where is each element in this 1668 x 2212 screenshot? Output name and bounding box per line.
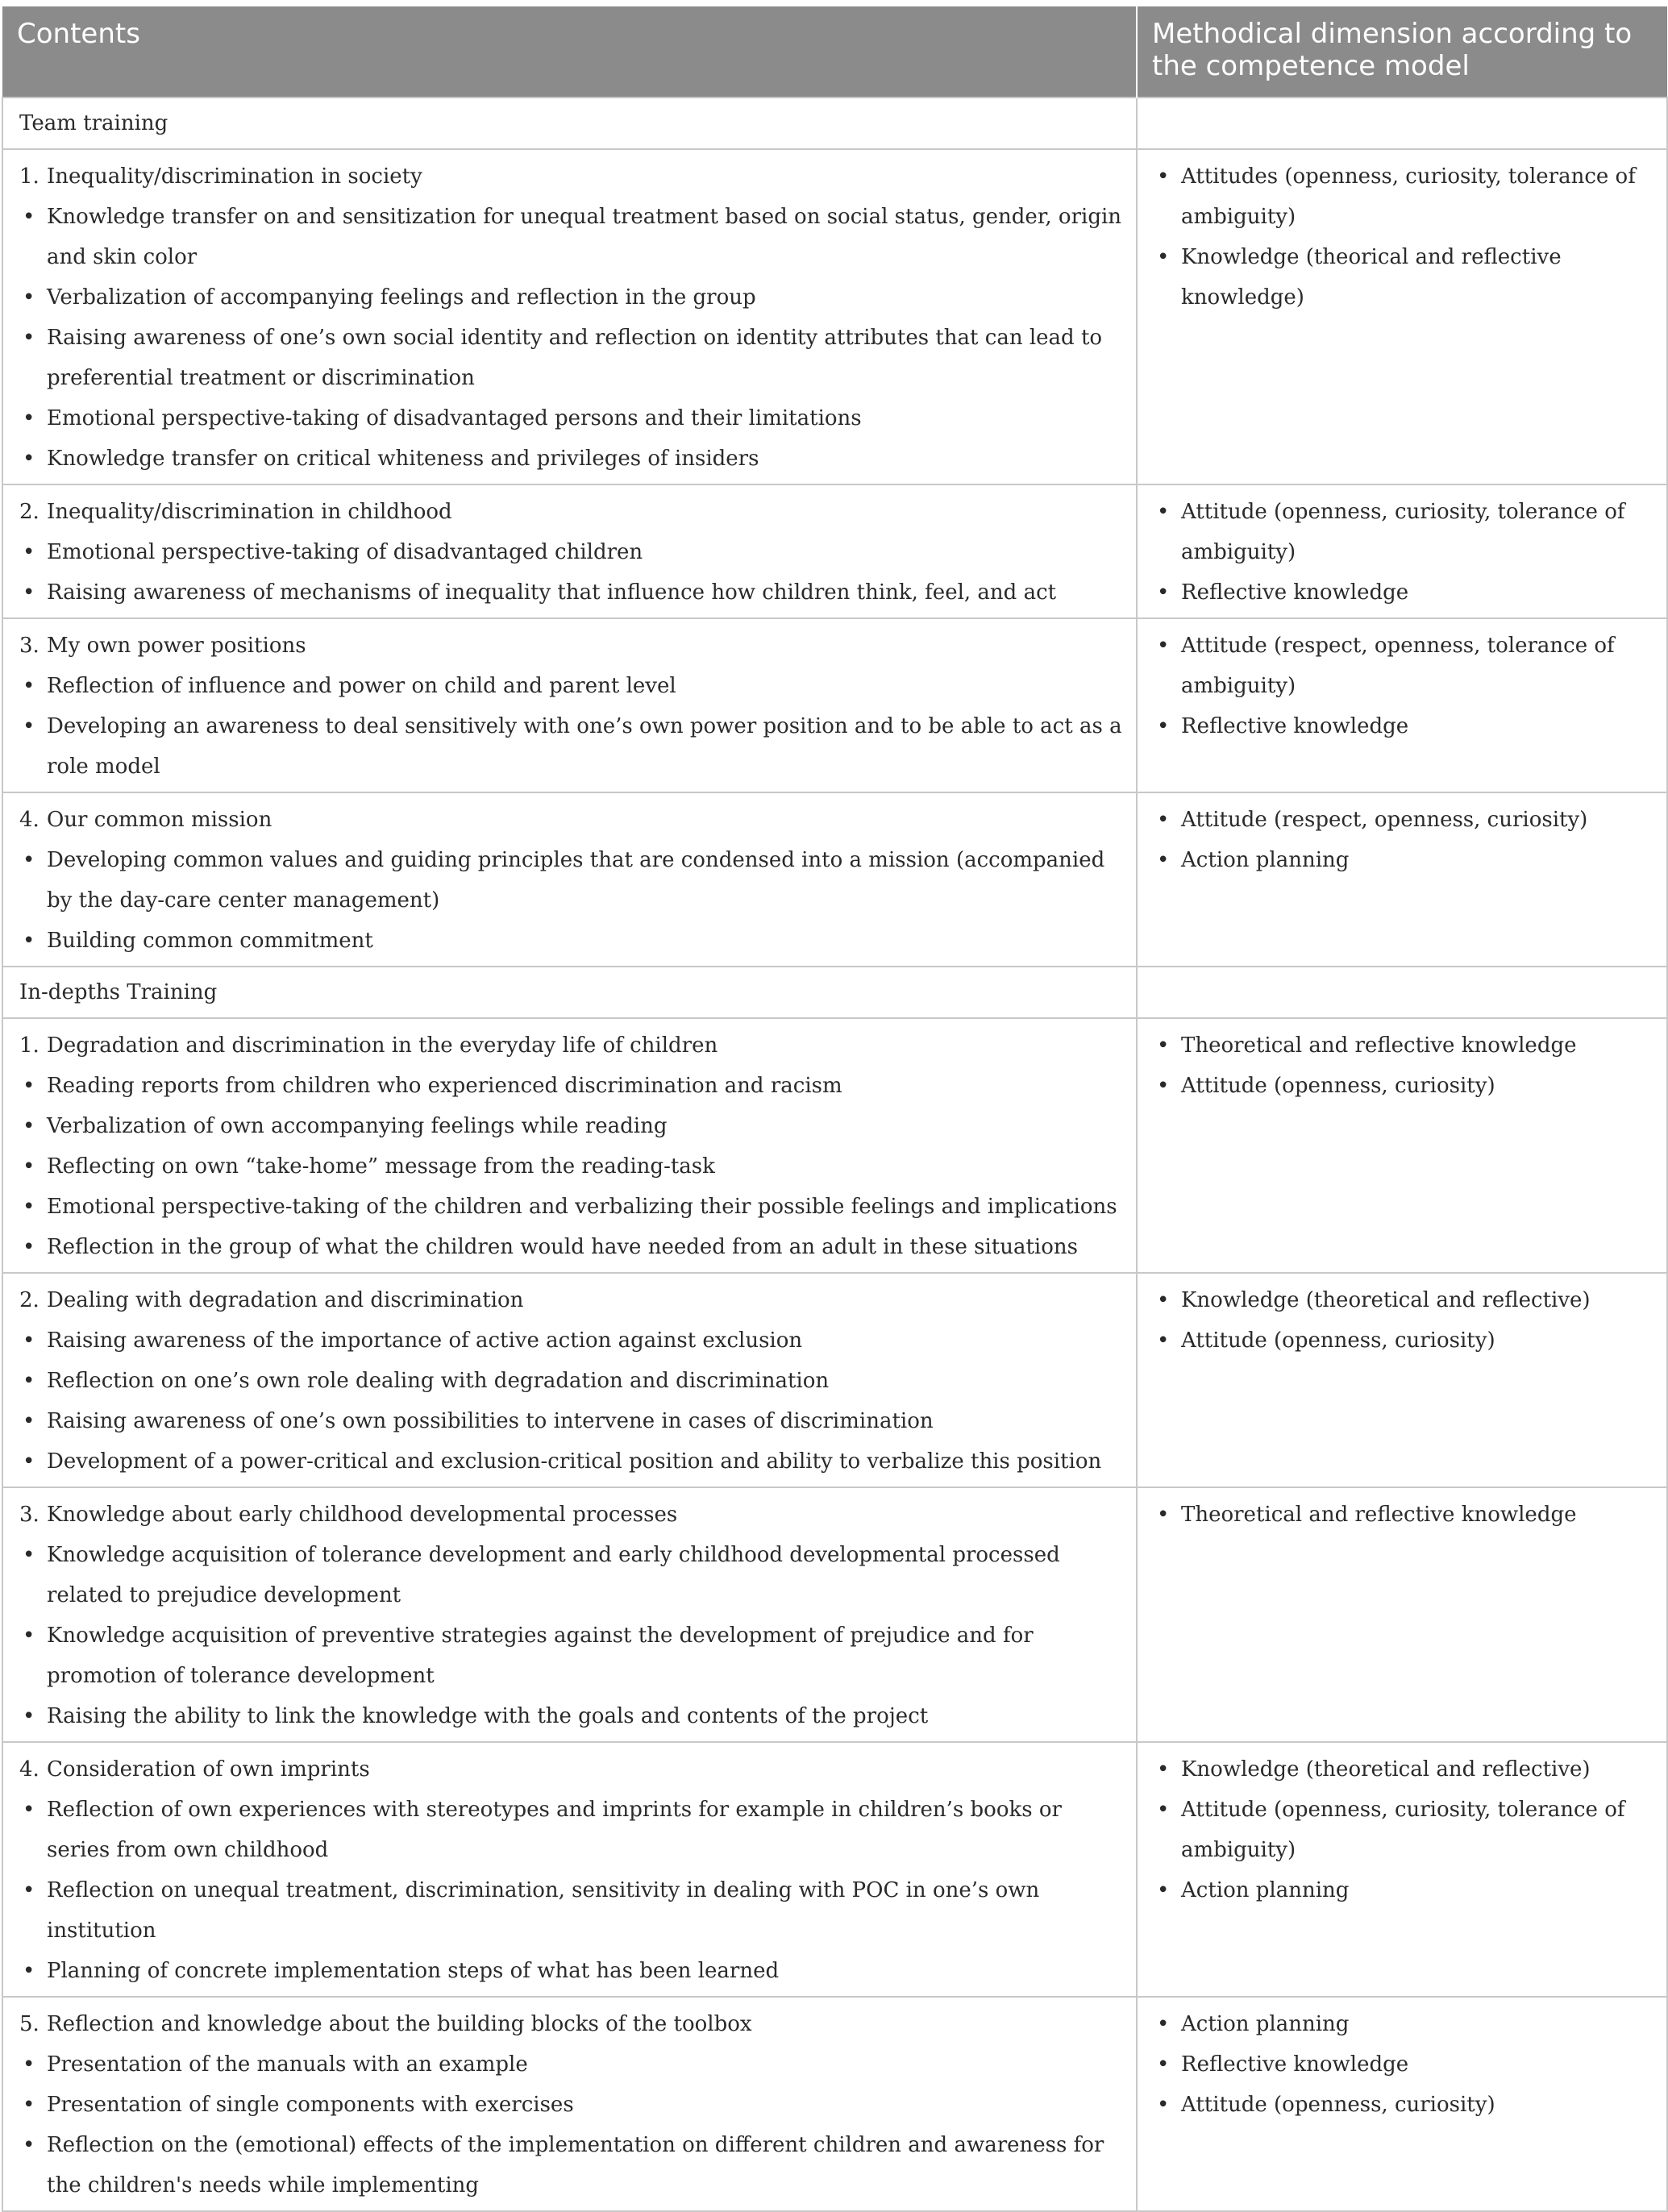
dimension-text: Attitude (openness, curiosity)	[1181, 2093, 1495, 2117]
section-row	[2, 967, 1667, 1018]
topic-number: 5.	[19, 2012, 40, 2036]
topic-number: 1.	[19, 164, 40, 189]
bullet-icon: •	[23, 1959, 35, 1983]
dimension-text: Knowledge (theoretical and reflective)	[1181, 1757, 1591, 1782]
dimension-item	[1154, 626, 1655, 706]
item-text: Reading reports from children who experienced discrimination and racism	[47, 1074, 842, 1098]
bullet-icon: •	[1157, 580, 1170, 605]
dimension-cell	[1137, 618, 1667, 792]
bullet-icon: •	[1157, 2093, 1170, 2117]
item-text: Reflection on unequal treatment, discrimination, sensitivity in dealing with POC in one’s own institution	[47, 1878, 1040, 1943]
bullet-icon: •	[1157, 1074, 1170, 1098]
dimension-text: Knowledge (theorical and reflective knowledge)	[1181, 245, 1562, 310]
dimension-text: Action planning	[1181, 848, 1350, 872]
dimension-item	[1154, 706, 1655, 746]
table-row	[2, 149, 1667, 484]
numbered-topic	[19, 1025, 1125, 1066]
table-row	[2, 484, 1667, 618]
bullet-icon: •	[1157, 1878, 1170, 1902]
contents-cell	[2, 792, 1137, 967]
item-text: Dealing with degradation and discrimination	[47, 1288, 524, 1312]
bullet-icon: •	[23, 2133, 35, 2157]
bullet-item	[19, 439, 1125, 479]
bullet-icon: •	[1157, 164, 1170, 189]
item-text: Planning of concrete implementation steps of what has been learned	[47, 1959, 780, 1983]
item-text: Building common commitment	[47, 929, 373, 953]
bullet-icon: •	[1157, 2012, 1170, 2036]
item-text: Knowledge transfer on and sensitization for unequal treatment based on social status, gender, origin and skin color	[47, 205, 1122, 269]
dimension-cell	[1137, 149, 1667, 484]
topic-number: 4.	[19, 1757, 40, 1782]
item-text: Verbalization of accompanying feelings and reflection in the group	[47, 285, 756, 310]
dimension-item	[1154, 572, 1655, 613]
bullet-icon: •	[23, 1074, 35, 1098]
dimension-item	[1154, 156, 1655, 237]
item-text: Reflection on one’s own role dealing with degradation and discrimination	[47, 1369, 830, 1393]
bullet-item	[19, 921, 1125, 961]
item-text: Emotional perspective-taking of disadvantaged children	[47, 540, 643, 564]
dimension-text: Attitudes (openness, curiosity, tolerance of ambiguity)	[1181, 164, 1636, 229]
dimension-item	[1154, 1066, 1655, 1106]
contents-cell	[2, 1742, 1137, 1997]
section-empty-cell	[1137, 98, 1667, 149]
table-header	[2, 6, 1667, 98]
dimension-cell	[1137, 792, 1667, 967]
bullet-icon: •	[1157, 245, 1170, 269]
dimension-text: Attitude (respect, openness, curiosity)	[1181, 808, 1588, 832]
bullet-item	[19, 1870, 1125, 1951]
table-row	[2, 618, 1667, 792]
bullet-icon: •	[1157, 1503, 1170, 1527]
item-text: Reflection on the (emotional) effects of the implementation on different children and awareness for the children's needs while implementing	[47, 2133, 1104, 2197]
dimension-text: Attitude (openness, curiosity, tolerance of ambiguity)	[1181, 500, 1625, 564]
item-text: Presentation of the manuals with an example	[47, 2052, 528, 2077]
item-text: Emotional perspective-taking of the children and verbalizing their possible feelings and implications	[47, 1195, 1117, 1219]
item-text: Raising the ability to link the knowledge with the goals and contents of the project	[47, 1704, 929, 1728]
bullet-icon: •	[23, 1878, 35, 1902]
dimension-item	[1154, 492, 1655, 572]
bullet-icon: •	[23, 1235, 35, 1259]
item-text: Raising awareness of one’s own possibilities to intervene in cases of discrimination	[47, 1409, 934, 1433]
bullet-item	[19, 1146, 1125, 1187]
header-row	[2, 6, 1667, 98]
dimension-item	[1154, 1749, 1655, 1790]
item-text: Raising awareness of one’s own social identity and reflection on identity attributes that can lead to preferential treatment or discrimination	[47, 326, 1103, 390]
bullet-icon: •	[1157, 1328, 1170, 1353]
bullet-item	[19, 1696, 1125, 1736]
bullet-icon: •	[1157, 1033, 1170, 1058]
item-text: Degradation and discrimination in the everyday life of children	[47, 1033, 718, 1058]
bullet-icon: •	[1157, 1798, 1170, 1822]
dimension-item	[1154, 1870, 1655, 1911]
bullet-icon: •	[23, 714, 35, 738]
dimension-cell	[1137, 484, 1667, 618]
bullet-item	[19, 532, 1125, 572]
item-text: Development of a power-critical and exclusion-critical position and ability to verbalize this position	[47, 1449, 1102, 1474]
bullet-item	[19, 2044, 1125, 2085]
item-text: Knowledge acquisition of tolerance development and early childhood developmental processed related to prejudice development	[47, 1543, 1060, 1607]
dimension-cell	[1137, 1997, 1667, 2211]
header-methodical-dimension: Methodical dimension according to the competence model	[1137, 6, 1667, 98]
item-text: Raising awareness of mechanisms of inequality that influence how children think, feel, and act	[47, 580, 1057, 605]
dimension-item	[1154, 800, 1655, 840]
dimension-cell	[1137, 1487, 1667, 1742]
dimension-text: Attitude (openness, curiosity)	[1181, 1328, 1495, 1353]
item-text: Reflection and knowledge about the building blocks of the toolbox	[47, 2012, 752, 2036]
numbered-topic	[19, 156, 1125, 197]
item-text: Developing common values and guiding principles that are condensed into a mission (accompanied by the day-care center management)	[47, 848, 1105, 913]
bullet-icon: •	[23, 1328, 35, 1353]
bullet-icon: •	[23, 447, 35, 471]
contents-cell	[2, 1997, 1137, 2211]
contents-cell	[2, 618, 1137, 792]
bullet-icon: •	[23, 205, 35, 229]
topic-number: 1.	[19, 1033, 40, 1058]
bullet-icon: •	[1157, 2052, 1170, 2077]
dimension-item	[1154, 1790, 1655, 1870]
bullet-icon: •	[1157, 714, 1170, 738]
item-text: Knowledge about early childhood developmental processes	[47, 1503, 678, 1527]
bullet-icon: •	[23, 1154, 35, 1179]
dimension-text: Action planning	[1181, 1878, 1350, 1902]
bullet-item	[19, 572, 1125, 613]
contents-cell	[2, 149, 1137, 484]
bullet-item	[19, 1361, 1125, 1401]
bullet-item	[19, 1320, 1125, 1361]
bullet-icon: •	[1157, 1757, 1170, 1782]
bullet-icon: •	[23, 929, 35, 953]
bullet-icon: •	[23, 1449, 35, 1474]
item-text: My own power positions	[47, 634, 306, 658]
table-row	[2, 792, 1667, 967]
header-contents: Contents	[2, 6, 1137, 98]
dimension-item	[1154, 1280, 1655, 1320]
dimension-item	[1154, 1025, 1655, 1066]
contents-cell	[2, 1273, 1137, 1487]
training-content-table	[2, 6, 1668, 2212]
numbered-topic	[19, 1495, 1125, 1535]
dimension-text: Theoretical and reflective knowledge	[1181, 1033, 1577, 1058]
bullet-icon: •	[23, 848, 35, 872]
dimension-text: Attitude (openness, curiosity, tolerance of ambiguity)	[1181, 1798, 1625, 1862]
bullet-item	[19, 1106, 1125, 1146]
bullet-icon: •	[23, 1543, 35, 1567]
item-text: Inequality/discrimination in society	[47, 164, 422, 189]
bullet-icon: •	[1157, 808, 1170, 832]
dimension-item	[1154, 1320, 1655, 1361]
section-label: In-depths Training	[2, 967, 1137, 1018]
dimension-text: Reflective knowledge	[1181, 580, 1409, 605]
item-text: Emotional perspective-taking of disadvantaged persons and their limitations	[47, 406, 862, 430]
numbered-topic	[19, 492, 1125, 532]
dimension-item	[1154, 2085, 1655, 2125]
numbered-topic	[19, 2004, 1125, 2044]
bullet-item	[19, 1441, 1125, 1482]
item-text: Reflection in the group of what the children would have needed from an adult in these situations	[47, 1235, 1078, 1259]
bullet-icon: •	[23, 285, 35, 310]
bullet-icon: •	[1157, 634, 1170, 658]
dimension-cell	[1137, 1742, 1667, 1997]
contents-cell	[2, 1018, 1137, 1273]
numbered-topic	[19, 800, 1125, 840]
table-row	[2, 1273, 1667, 1487]
bullet-item	[19, 318, 1125, 398]
bullet-icon: •	[1157, 848, 1170, 872]
bullet-item	[19, 197, 1125, 277]
bullet-icon: •	[1157, 1288, 1170, 1312]
topic-number: 2.	[19, 1288, 40, 1312]
dimension-item	[1154, 840, 1655, 880]
bullet-item	[19, 1401, 1125, 1441]
section-label: Team training	[2, 98, 1137, 149]
bullet-icon: •	[23, 674, 35, 698]
table-row	[2, 1487, 1667, 1742]
contents-cell	[2, 484, 1137, 618]
dimension-item	[1154, 2044, 1655, 2085]
item-text: Reflection of own experiences with stereotypes and imprints for example in children’s books or series from own childhood	[47, 1798, 1062, 1862]
table-row	[2, 1742, 1667, 1997]
topic-number: 4.	[19, 808, 40, 832]
bullet-icon: •	[23, 580, 35, 605]
bullet-item	[19, 1066, 1125, 1106]
bullet-item	[19, 1790, 1125, 1870]
bullet-icon: •	[23, 326, 35, 350]
bullet-item	[19, 1187, 1125, 1227]
bullet-icon: •	[23, 2093, 35, 2117]
section-row	[2, 98, 1667, 149]
item-text: Inequality/discrimination in childhood	[47, 500, 452, 524]
bullet-icon: •	[23, 1369, 35, 1393]
topic-number: 3.	[19, 634, 40, 658]
bullet-item	[19, 1535, 1125, 1615]
dimension-item	[1154, 1495, 1655, 1535]
bullet-item	[19, 2085, 1125, 2125]
dimension-cell	[1137, 1018, 1667, 1273]
bullet-icon: •	[23, 1409, 35, 1433]
bullet-icon: •	[1157, 500, 1170, 524]
dimension-text: Theoretical and reflective knowledge	[1181, 1503, 1577, 1527]
table-body	[2, 98, 1667, 2211]
bullet-item	[19, 840, 1125, 921]
dimension-text: Reflective knowledge	[1181, 714, 1409, 738]
table-row	[2, 1997, 1667, 2211]
dimension-text: Action planning	[1181, 2012, 1350, 2036]
item-text: Verbalization of own accompanying feelings while reading	[47, 1114, 668, 1138]
dimension-cell	[1137, 1273, 1667, 1487]
bullet-item	[19, 398, 1125, 439]
numbered-topic	[19, 1280, 1125, 1320]
dimension-item	[1154, 237, 1655, 318]
bullet-item	[19, 2125, 1125, 2206]
bullet-item	[19, 1615, 1125, 1696]
bullet-item	[19, 666, 1125, 706]
bullet-icon: •	[23, 1195, 35, 1219]
item-text: Reflecting on own “take-home” message from the reading-task	[47, 1154, 715, 1179]
item-text: Knowledge acquisition of preventive strategies against the development of prejudice and for promotion of tolerance development	[47, 1624, 1034, 1688]
bullet-icon: •	[23, 1624, 35, 1648]
bullet-icon: •	[23, 540, 35, 564]
bullet-item	[19, 1951, 1125, 1991]
dimension-text: Attitude (respect, openness, tolerance of ambiguity)	[1181, 634, 1615, 698]
bullet-icon: •	[23, 1114, 35, 1138]
dimension-text: Knowledge (theoretical and reflective)	[1181, 1288, 1591, 1312]
topic-number: 2.	[19, 500, 40, 524]
bullet-icon: •	[23, 1704, 35, 1728]
item-text: Our common mission	[47, 808, 272, 832]
numbered-topic	[19, 1749, 1125, 1790]
item-text: Knowledge transfer on critical whiteness and privileges of insiders	[47, 447, 759, 471]
item-text: Reflection of influence and power on child and parent level	[47, 674, 676, 698]
bullet-item	[19, 706, 1125, 787]
dimension-item	[1154, 2004, 1655, 2044]
bullet-icon: •	[23, 406, 35, 430]
topic-number: 3.	[19, 1503, 40, 1527]
dimension-text: Attitude (openness, curiosity)	[1181, 1074, 1495, 1098]
item-text: Developing an awareness to deal sensitively with one’s own power position and to be able to act as a role model	[47, 714, 1122, 779]
item-text: Presentation of single components with exercises	[47, 2093, 574, 2117]
section-empty-cell	[1137, 967, 1667, 1018]
item-text: Raising awareness of the importance of active action against exclusion	[47, 1328, 803, 1353]
bullet-icon: •	[23, 1798, 35, 1822]
bullet-item	[19, 277, 1125, 318]
dimension-text: Reflective knowledge	[1181, 2052, 1409, 2077]
numbered-topic	[19, 626, 1125, 666]
item-text: Consideration of own imprints	[47, 1757, 370, 1782]
bullet-icon: •	[23, 2052, 35, 2077]
bullet-item	[19, 1227, 1125, 1267]
table-row	[2, 1018, 1667, 1273]
contents-cell	[2, 1487, 1137, 1742]
